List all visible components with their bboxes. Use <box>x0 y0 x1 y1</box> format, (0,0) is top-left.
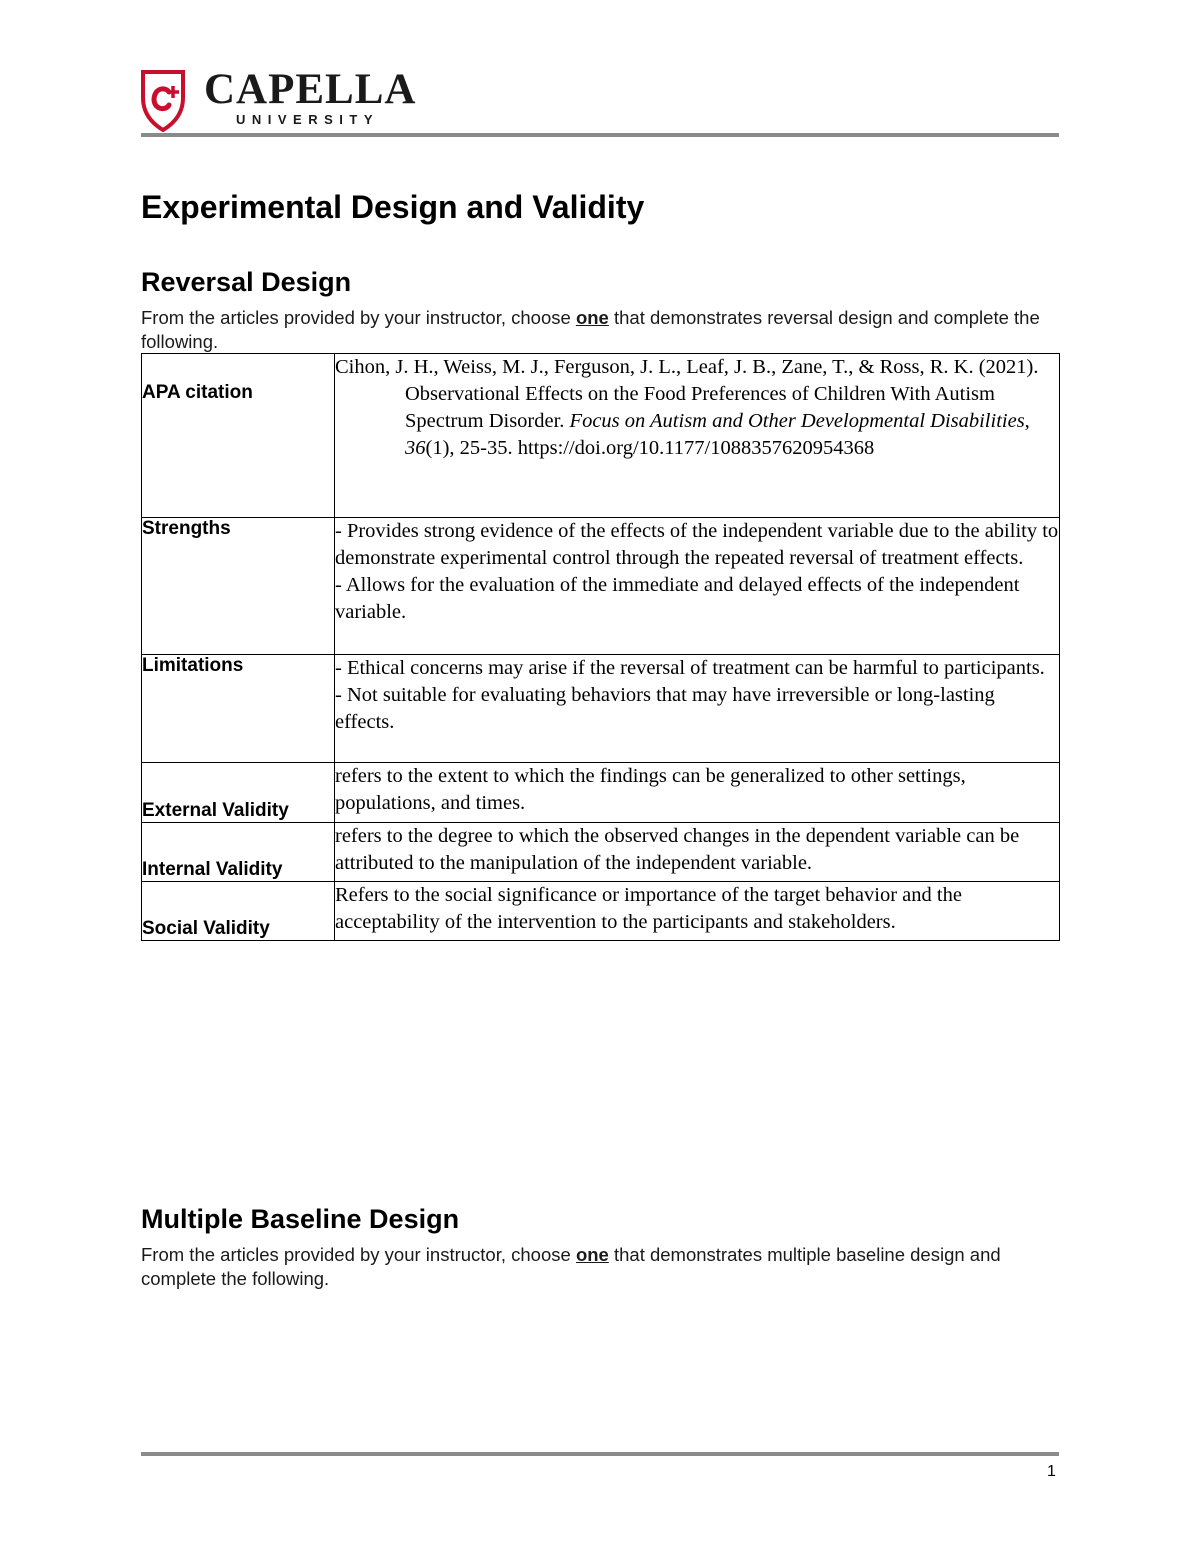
reversal-instructions: From the articles provided by your instructor, choose one that demonstrates reversal design and complete the following. <box>141 307 1040 352</box>
limitations-label: Limitations <box>142 655 335 763</box>
external-validity-label: External Validity <box>142 763 335 823</box>
internal-validity-cell: refers to the degree to which the observed changes in the dependent variable can be attributed to the manipulation of the independent variable. <box>335 823 1060 882</box>
internal-validity-label: Internal Validity <box>142 823 335 882</box>
multiple-baseline-heading: Multiple Baseline Design <box>141 1204 460 1234</box>
shield-logo-icon <box>140 68 186 132</box>
table-row <box>142 882 1060 941</box>
table-row <box>142 823 1060 882</box>
header-divider <box>141 133 1059 137</box>
logo-wordmark: CAPELLA <box>204 66 417 113</box>
table-row <box>142 763 1060 823</box>
apa-citation-label: APA citation <box>142 354 335 518</box>
logo-subtitle: UNIVERSITY <box>236 112 380 127</box>
strengths-cell: - Provides strong evidence of the effects of the independent variable due to the ability to demonstrate experimental control through the repeated reversal of treatment effects. - Allows for the evaluation of the immediate and delayed effects of the independent variable. <box>335 518 1060 655</box>
apa-citation-cell: Cihon, J. H., Weiss, M. J., Ferguson, J. L., Leaf, J. B., Zane, T., & Ross, R. K. (2021). Observational Effects on the Food Preferences of Children With Autism Spectrum Disorder. Focus on Autism and Other Developmental Disabilities, 36(1), 25-35. https://doi.org/10.1177/1088357620954368 <box>335 354 1060 518</box>
reversal-heading: Reversal Design <box>141 267 352 297</box>
social-validity-label: Social Validity <box>142 882 335 941</box>
table-row <box>142 655 1060 763</box>
limitations-cell: - Ethical concerns may arise if the reversal of treatment can be harmful to participants. - Not suitable for evaluating behaviors that may have irreversible or long-lasting effects. <box>335 655 1060 763</box>
footer-divider <box>141 1452 1059 1456</box>
reversal-design-table <box>141 353 1060 941</box>
page-number: 1 <box>1047 1463 1056 1480</box>
external-validity-cell: refers to the extent to which the findings can be generalized to other settings, populations, and times. <box>335 763 1060 823</box>
strengths-label: Strengths <box>142 518 335 655</box>
table-row <box>142 518 1060 655</box>
table-row <box>142 354 1060 518</box>
social-validity-cell: Refers to the social significance or importance of the target behavior and the acceptability of the intervention to the participants and stakeholders. <box>335 882 1060 941</box>
multiple-baseline-instructions: From the articles provided by your instructor, choose one that demonstrates multiple baseline design and complete the following. <box>141 1244 1001 1289</box>
page-title: Experimental Design and Validity <box>141 189 645 225</box>
